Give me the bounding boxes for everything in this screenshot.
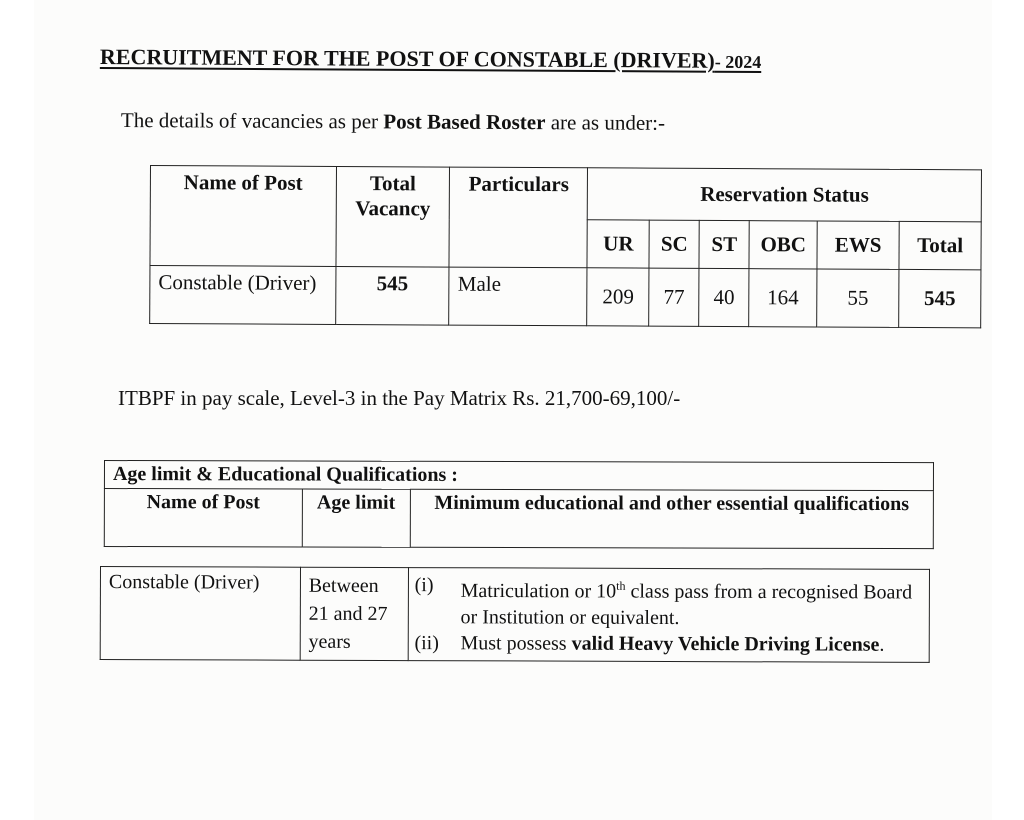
cell-age-limit: Between 21 and 27 years [300, 567, 408, 660]
header-sc: SC [649, 220, 699, 268]
intro-bold: Post Based Roster [383, 109, 546, 135]
document-title: RECRUITMENT FOR THE POST OF CONSTABLE (DRIVER)- 2024 [99, 44, 762, 73]
qualification-marker: (ii) [414, 631, 439, 654]
header-obc: OBC [749, 221, 817, 269]
cell-st: 40 [699, 268, 749, 326]
vacancy-table [149, 165, 982, 328]
age-qualification-row-table [100, 566, 930, 663]
intro-text [121, 108, 665, 136]
pay-scale-text: ITBPF in pay scale, Level-3 in the Pay Matrix Rs. 21,700-69,100/- [118, 386, 681, 410]
cell-particulars: Male [449, 267, 587, 326]
cell-total: 545 [899, 269, 981, 327]
header-age-limit: Age limit [302, 489, 410, 547]
age-qualification-header-table [104, 460, 934, 549]
header-total-vacancy: Total Vacancy [336, 166, 450, 267]
header-name-of-post: Name of Post [104, 489, 302, 548]
cell-total-vacancy: 545 [335, 266, 449, 325]
table-row [100, 567, 929, 663]
qualification-text: Matriculation or 10th class pass from a recognised Board or Institution or equivalent. [460, 578, 913, 629]
header-ur: UR [587, 220, 649, 268]
table-row [150, 266, 981, 328]
document-title-year: - 2024 [714, 51, 762, 73]
header-particulars: Particulars [449, 167, 587, 268]
cell-qualifications [408, 568, 930, 663]
header-ews: EWS [817, 221, 899, 269]
header-name-of-post: Name of Post [150, 166, 336, 267]
header-reservation-status: Reservation Status [588, 168, 982, 222]
header-st: ST [699, 220, 749, 268]
qualification-item [415, 572, 923, 631]
cell-name-of-post: Constable (Driver) [150, 266, 336, 325]
qualification-text: Must possess valid Heavy Vehicle Driving License. [460, 631, 885, 656]
qualification-marker: (i) [414, 574, 434, 597]
header-total: Total [899, 221, 981, 269]
cell-ur: 209 [587, 268, 649, 326]
cell-obc: 164 [749, 269, 817, 327]
cell-name-of-post: Constable (Driver) [100, 567, 300, 661]
intro-suffix: are as under:- [550, 110, 666, 135]
cell-ews: 55 [817, 269, 899, 327]
header-qualifications: Minimum educational and other essential qualifications [410, 489, 933, 548]
cell-sc: 77 [649, 268, 699, 326]
section-title: Age limit & Educational Qualifications : [104, 461, 933, 491]
intro-prefix: The details of vacancies as per [120, 108, 379, 134]
qualification-item [414, 630, 922, 658]
